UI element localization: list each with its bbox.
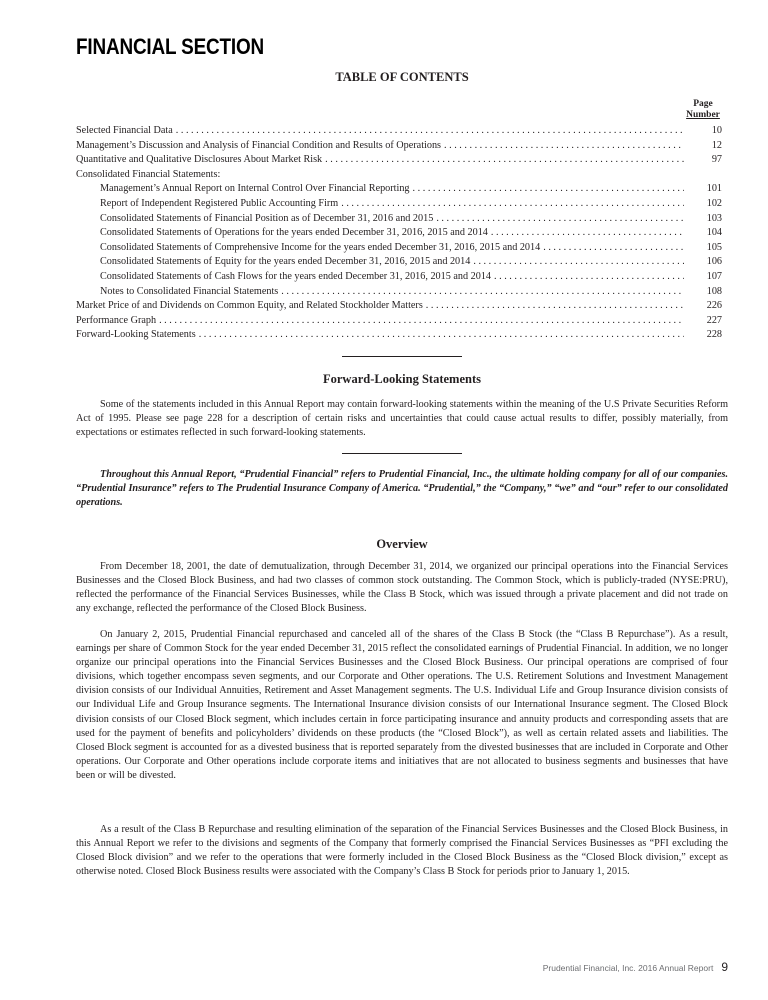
toc-entry[interactable] — [76, 125, 728, 140]
toc-entry-label: Consolidated Statements of Operations for the years ended December 31, 2016, 2015 and 2014 — [100, 227, 488, 239]
toc-dot-leader — [540, 242, 684, 253]
overview-paragraph: On January 2, 2015, Prudential Financial repurchased and canceled all of the shares of the Class B Stock (the “Class B Repurchase”). As a result, earnings per share of Common Stock for the year ended December 31, 2015 reflect the consolidated earnings of Prudential Financial. In addition, we no longer organize our principal operations into the Financial Services Businesses and the Closed Block Business. Our principal operations are comprised of four divisions, which together encompass seven segments, and our Corporate and Other operations. The U.S. Retirement Solutions and Investment Management division consists of our Individual Annuities, Retirement and Asset Management segments. The U.S. Individual Life and Group Insurance division consists of our Individual Life and Group Insurance segments. The International Insurance division consists of our International Insurance segment. The Closed Block division consists of our Closed Block segment, which includes certain in force participating insurance and annuity products and corresponding assets that are used for the payment of benefits and policyholders’ dividends on these products (the “Closed Block”), as well as certain related assets and liabilities. The Closed Block segment is accounted for as a divested business that is reported separately from the divested businesses that are included in Corporate and Other operations. Our Corporate and Other operations include corporate items and initiatives that are not allocated to business segments and businesses that have been or will be divested. — [76, 629, 728, 781]
toc-entry[interactable] — [76, 329, 728, 344]
toc-entry-label: Notes to Consolidated Financial Statements — [100, 285, 279, 297]
toc-entry-label: Report of Independent Registered Public Accounting Firm — [100, 197, 339, 209]
overview-paragraph: From December 18, 2001, the date of demutualization, through December 31, 2014, we organized our principal operations into the Financial Services Businesses and the Closed Block Business, and had two classes of common stock outstanding. The Common Stock, which is publicly-traded (NYSE:PRU), reflected the performance of the Financial Services Businesses, while the Class B Stock, which was issued through a private placement and did not trade on any exchange, reflected the performance of the Closed Block Business. — [76, 561, 728, 615]
toc-entry[interactable] — [76, 315, 728, 330]
toc-entry-label: Consolidated Statements of Equity for the years ended December 31, 2016, 2015 and 2014 — [100, 256, 471, 268]
toc-entry[interactable] — [76, 286, 728, 301]
toc-entry[interactable] — [76, 183, 728, 198]
toc-dot-leader — [491, 271, 684, 282]
forward-looking-text: Some of the statements included in this Annual Report may contain forward-looking statements within the meaning of the U.S Private Securities Reform Act of 1995. Please see page 228 for a description of certain risks and uncertainties that could cause actual results to differ, possibly materially, from expectations or estimates reflected in such forward-looking statements. — [76, 399, 728, 439]
toc-dot-leader — [322, 154, 684, 165]
toc-entry-page: 107 — [706, 270, 722, 282]
toc-entry-page: 108 — [706, 285, 722, 297]
page-col-line2: Number — [686, 109, 720, 120]
toc-entry[interactable] — [76, 256, 728, 271]
toc-entry[interactable] — [76, 198, 728, 213]
toc-entry-label: Consolidated Statements of Financial Position as of December 31, 2016 and 2015 — [100, 212, 434, 224]
toc-entry-page: 106 — [706, 256, 722, 268]
toc-entry-label: Consolidated Statements of Cash Flows for the years ended December 31, 2016, 2015 and 2014 — [100, 270, 492, 282]
toc-dot-leader — [278, 286, 684, 297]
toc-dot-leader — [433, 213, 684, 224]
toc-entry[interactable] — [76, 140, 728, 155]
forward-looking-heading: Forward-Looking Statements — [323, 372, 481, 386]
divider-rule — [342, 356, 462, 357]
toc-entry-page: 103 — [706, 212, 722, 224]
toc-entry-page: 104 — [706, 227, 722, 239]
definitions-note: Throughout this Annual Report, “Prudential Financial” refers to Prudential Financial, Inc., the ultimate holding company for all of our companies. “Prudential Insurance” refers to The Prudential Insurance Company of America. “Prudential,” the “Company,” “we” and “our” refer to our consolidated operations. — [76, 469, 728, 509]
toc-heading: TABLE OF CONTENTS — [335, 70, 469, 84]
page-number-column-header — [678, 99, 728, 120]
toc-entry[interactable] — [76, 300, 728, 315]
toc-dot-leader — [196, 329, 684, 340]
page-col-line1: Page — [693, 99, 713, 109]
toc-entry-page: 226 — [706, 300, 722, 312]
toc-entry-page: 227 — [706, 314, 722, 326]
toc-entry-label: Management’s Discussion and Analysis of Financial Condition and Results of Operations — [76, 139, 442, 151]
toc-entry-label: Consolidated Statements of Comprehensive Income for the years ended December 31, 2016, 2015 and 2014 — [100, 241, 541, 253]
toc-entry-page: 12 — [711, 139, 722, 151]
toc-entry-label: Forward-Looking Statements — [76, 329, 196, 341]
toc-entry-label: Quantitative and Qualitative Disclosures About Market Risk — [76, 154, 323, 166]
toc-entry[interactable] — [76, 242, 728, 257]
divider-rule — [342, 453, 462, 454]
toc-dot-leader — [470, 256, 684, 267]
toc-entry-label: Consolidated Financial Statements: — [76, 168, 221, 180]
toc-entry-page: 228 — [706, 329, 722, 341]
page-footer — [543, 960, 728, 974]
toc-entry[interactable] — [76, 213, 728, 228]
toc-entry-page: 97 — [711, 154, 722, 166]
toc-dot-leader — [156, 315, 684, 326]
section-title: FINANCIAL SECTION — [76, 34, 265, 59]
overview-paragraph: As a result of the Class B Repurchase and resulting elimination of the separation of the Financial Services Businesses and the Closed Block Business, in this Annual Report we refer to the divisions and segments of the Company that formerly comprised the Financial Services Businesses as “PFI excluding the Closed Block division” and we refer to the operations that were formerly included in the Closed Block Business as the “Closed Block division,” except as otherwise noted. Closed Block Business results were associated with the Company’s Class B Stock for periods prior to January 1, 2015. — [76, 824, 728, 878]
toc-entry-page: 102 — [706, 197, 722, 209]
toc-entry-label: Performance Graph — [76, 314, 157, 326]
toc-entry-label: Selected Financial Data — [76, 125, 173, 136]
toc-entry[interactable] — [76, 227, 728, 242]
toc-entry-page: 101 — [706, 183, 722, 195]
toc-dot-leader — [338, 198, 684, 209]
overview-heading: Overview — [376, 537, 428, 551]
toc-dot-leader — [423, 300, 684, 311]
toc-entry[interactable] — [76, 271, 728, 286]
toc-dot-leader — [488, 227, 684, 238]
footer-page-number: 9 — [721, 960, 728, 974]
toc-dot-leader — [410, 183, 684, 194]
table-of-contents — [76, 125, 728, 344]
toc-entry-label: Management’s Annual Report on Internal Control Over Financial Reporting — [100, 183, 410, 195]
toc-entry-label: Market Price of and Dividends on Common Equity, and Related Stockholder Matters — [76, 300, 423, 312]
toc-entry-page: 105 — [706, 241, 722, 253]
footer-report-name: Prudential Financial, Inc. 2016 Annual Report — [542, 963, 714, 973]
toc-dot-leader — [441, 140, 684, 151]
toc-dot-leader — [173, 125, 684, 136]
toc-entry-page: 10 — [711, 125, 722, 136]
toc-entry[interactable] — [76, 154, 728, 169]
toc-entry[interactable] — [76, 169, 728, 184]
